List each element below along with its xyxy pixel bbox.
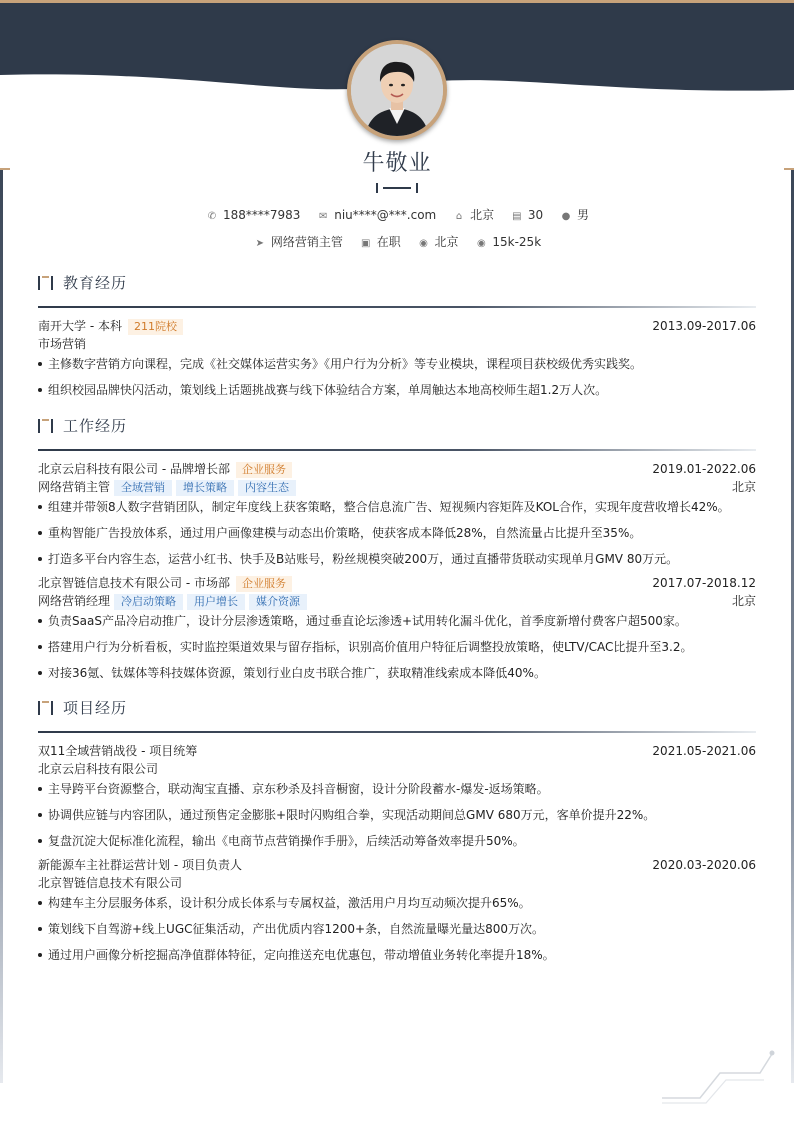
- section-title-text: 工作经历: [63, 417, 128, 435]
- section-mark-icon: [38, 701, 54, 715]
- name-divider-ornament: [375, 182, 419, 194]
- job-target-item: [253, 233, 343, 250]
- age-value: 30: [527, 208, 544, 222]
- email-item: [316, 208, 436, 222]
- list-item: 复盘沉淀大促标准化流程，输出《电商节点营销操作手册》，后续活动筹备效率提升50%。: [38, 832, 756, 850]
- project-entry: [38, 856, 756, 964]
- work-city: 北京: [731, 480, 756, 494]
- industry-tag: 企业服务: [236, 462, 292, 478]
- company-name: 北京智链信息技术有限公司 - 市场部: [38, 576, 230, 590]
- project-entry: [38, 742, 756, 850]
- section-title-text: 教育经历: [63, 274, 128, 292]
- status-item: [359, 233, 401, 250]
- briefcase-icon: ▣: [360, 238, 371, 249]
- list-item: 主修数字营销方向课程，完成《社交媒体运营实务》《用户行为分析》等专业模块，课程项目获校级优秀实践奖。: [38, 355, 756, 373]
- left-border-line: [0, 170, 3, 1083]
- money-icon: ◉: [477, 238, 486, 249]
- education-section: [38, 272, 756, 407]
- section-title: [38, 697, 756, 721]
- phone-item: [205, 208, 300, 222]
- section-divider: [38, 306, 756, 308]
- company-name: 北京云启科技有限公司 - 品牌增长部: [38, 462, 230, 476]
- project-date: 2021.05-2021.06: [652, 744, 756, 758]
- section-divider: [38, 731, 756, 733]
- salary-item: [474, 235, 541, 249]
- skill-tag: 媒介资源: [249, 594, 307, 610]
- age-item: [510, 208, 543, 222]
- send-icon: ➤: [255, 238, 265, 249]
- list-item: 协调供应链与内容团队，通过预售定金膨胀+限时闪购组合拳，实现活动期间总GMV 680万元，客单价提升22%。: [38, 806, 756, 824]
- skill-tag: 增长策略: [176, 480, 234, 496]
- list-item: 策划线下自驾游+线上UGC征集活动，产出优质内容1200+条，自然流量曝光量达800万次。: [38, 920, 756, 938]
- candidate-name: 牛敬业: [362, 151, 432, 176]
- list-item: 通过用户画像分析挖掘高净值群体特征，定向推送充电优惠包，带动增值业务转化率提升18%。: [38, 946, 756, 964]
- school-name: 南开大学 - 本科: [38, 319, 122, 333]
- status-value: 在职: [376, 235, 401, 249]
- work-section: [38, 415, 756, 690]
- work-date: 2019.01-2022.06: [652, 462, 756, 476]
- gender-value: 男: [577, 208, 590, 222]
- list-item: 对接36氪、钛媒体等科技媒体资源，策划行业白皮书联合推广，获取精准线索成本降低40%。: [38, 664, 756, 682]
- project-name: 双11全域营销战役 - 项目统筹: [38, 744, 198, 758]
- cake-icon: ▤: [512, 211, 522, 222]
- mail-icon: ✉: [319, 211, 328, 222]
- target-city-value: 北京: [434, 235, 459, 249]
- salary-value: 15k-25k: [492, 235, 542, 249]
- work-date: 2017.07-2018.12: [652, 576, 756, 590]
- industry-tag: 企业服务: [236, 576, 292, 592]
- skill-tag: 用户增长: [187, 594, 245, 610]
- gender-icon: ●: [561, 211, 571, 222]
- corner-decoration: [660, 1048, 780, 1108]
- major: 市场营销: [38, 337, 87, 351]
- school-tag: 211院校: [128, 319, 183, 335]
- avatar-photo: [351, 44, 443, 136]
- section-title: [38, 415, 756, 439]
- home-icon: ⌂: [455, 211, 463, 222]
- work-city: 北京: [731, 594, 756, 608]
- list-item: 重构智能广告投放体系，通过用户画像建模与动态出价策略，使获客成本降低28%，自然流量占比提升至35%。: [38, 524, 756, 542]
- work-entry: [38, 574, 756, 682]
- job-intent-row: [0, 233, 794, 250]
- project-company: 北京云启科技有限公司: [38, 762, 159, 776]
- skill-tag: 冷启动策略: [114, 594, 183, 610]
- phone-icon: ✆: [207, 211, 217, 222]
- location-pin-icon: ◉: [419, 238, 428, 249]
- gender-item: [559, 206, 589, 223]
- list-item: 组建并带领8人数字营销团队，制定年度线上获客策略，整合信息流广告、短视频内容矩阵及KOL合作，实现年度营收增长42%。: [38, 498, 756, 516]
- section-title-text: 项目经历: [63, 699, 128, 717]
- skill-tag: 全域营销: [114, 480, 172, 496]
- projects-section: [38, 697, 756, 972]
- project-name: 新能源车主社群运营计划 - 项目负责人: [38, 858, 242, 872]
- list-item: 组织校园品牌快闪活动，策划线上话题挑战赛与线下体验结合方案，单周触达本地高校师生超1.2万人次。: [38, 381, 756, 399]
- list-item: 负责SaaS产品冷启动推广，设计分层渗透策略，通过垂直论坛渗透+试用转化漏斗优化，首季度新增付费客户超500家。: [38, 612, 756, 630]
- list-item: 搭建用户行为分析看板，实时监控渠道效果与留存指标，识别高价值用户特征后调整投放策略，使LTV/CAC比提升至3.2。: [38, 638, 756, 656]
- list-item: 打造多平台内容生态，运营小红书、快手及B站账号，粉丝规模突破200万，通过直播带货联动实现单月GMV 80万元。: [38, 550, 756, 568]
- work-entry: [38, 460, 756, 568]
- job-target-value: 网络营销主管: [270, 235, 343, 249]
- list-item: 主导跨平台资源整合，联动淘宝直播、京东秒杀及抖音橱窗，设计分阶段蓄水-爆发-返场策略。: [38, 780, 756, 798]
- section-mark-icon: [38, 276, 54, 290]
- section-title: [38, 272, 756, 296]
- education-date: 2013.09-2017.06: [652, 319, 756, 333]
- email-value: niu****@***.com: [334, 208, 437, 222]
- contact-info-row: [0, 206, 794, 223]
- project-company: 北京智链信息技术有限公司: [38, 876, 183, 890]
- skill-tag: 内容生态: [238, 480, 296, 496]
- section-divider: [38, 449, 756, 451]
- position-title: 网络营销经理: [38, 594, 111, 608]
- home-city-value: 北京: [470, 208, 495, 222]
- education-entry: [38, 317, 756, 399]
- list-item: 构建车主分层服务体系，设计积分成长体系与专属权益，激活用户月均互动频次提升65%。: [38, 894, 756, 912]
- section-mark-icon: [38, 419, 54, 433]
- position-title: 网络营销主管: [38, 480, 111, 494]
- avatar: [347, 40, 447, 140]
- project-date: 2020.03-2020.06: [652, 858, 756, 872]
- target-city-item: [417, 233, 459, 250]
- home-city-item: [452, 206, 494, 223]
- phone-value: 188****7983: [222, 208, 301, 222]
